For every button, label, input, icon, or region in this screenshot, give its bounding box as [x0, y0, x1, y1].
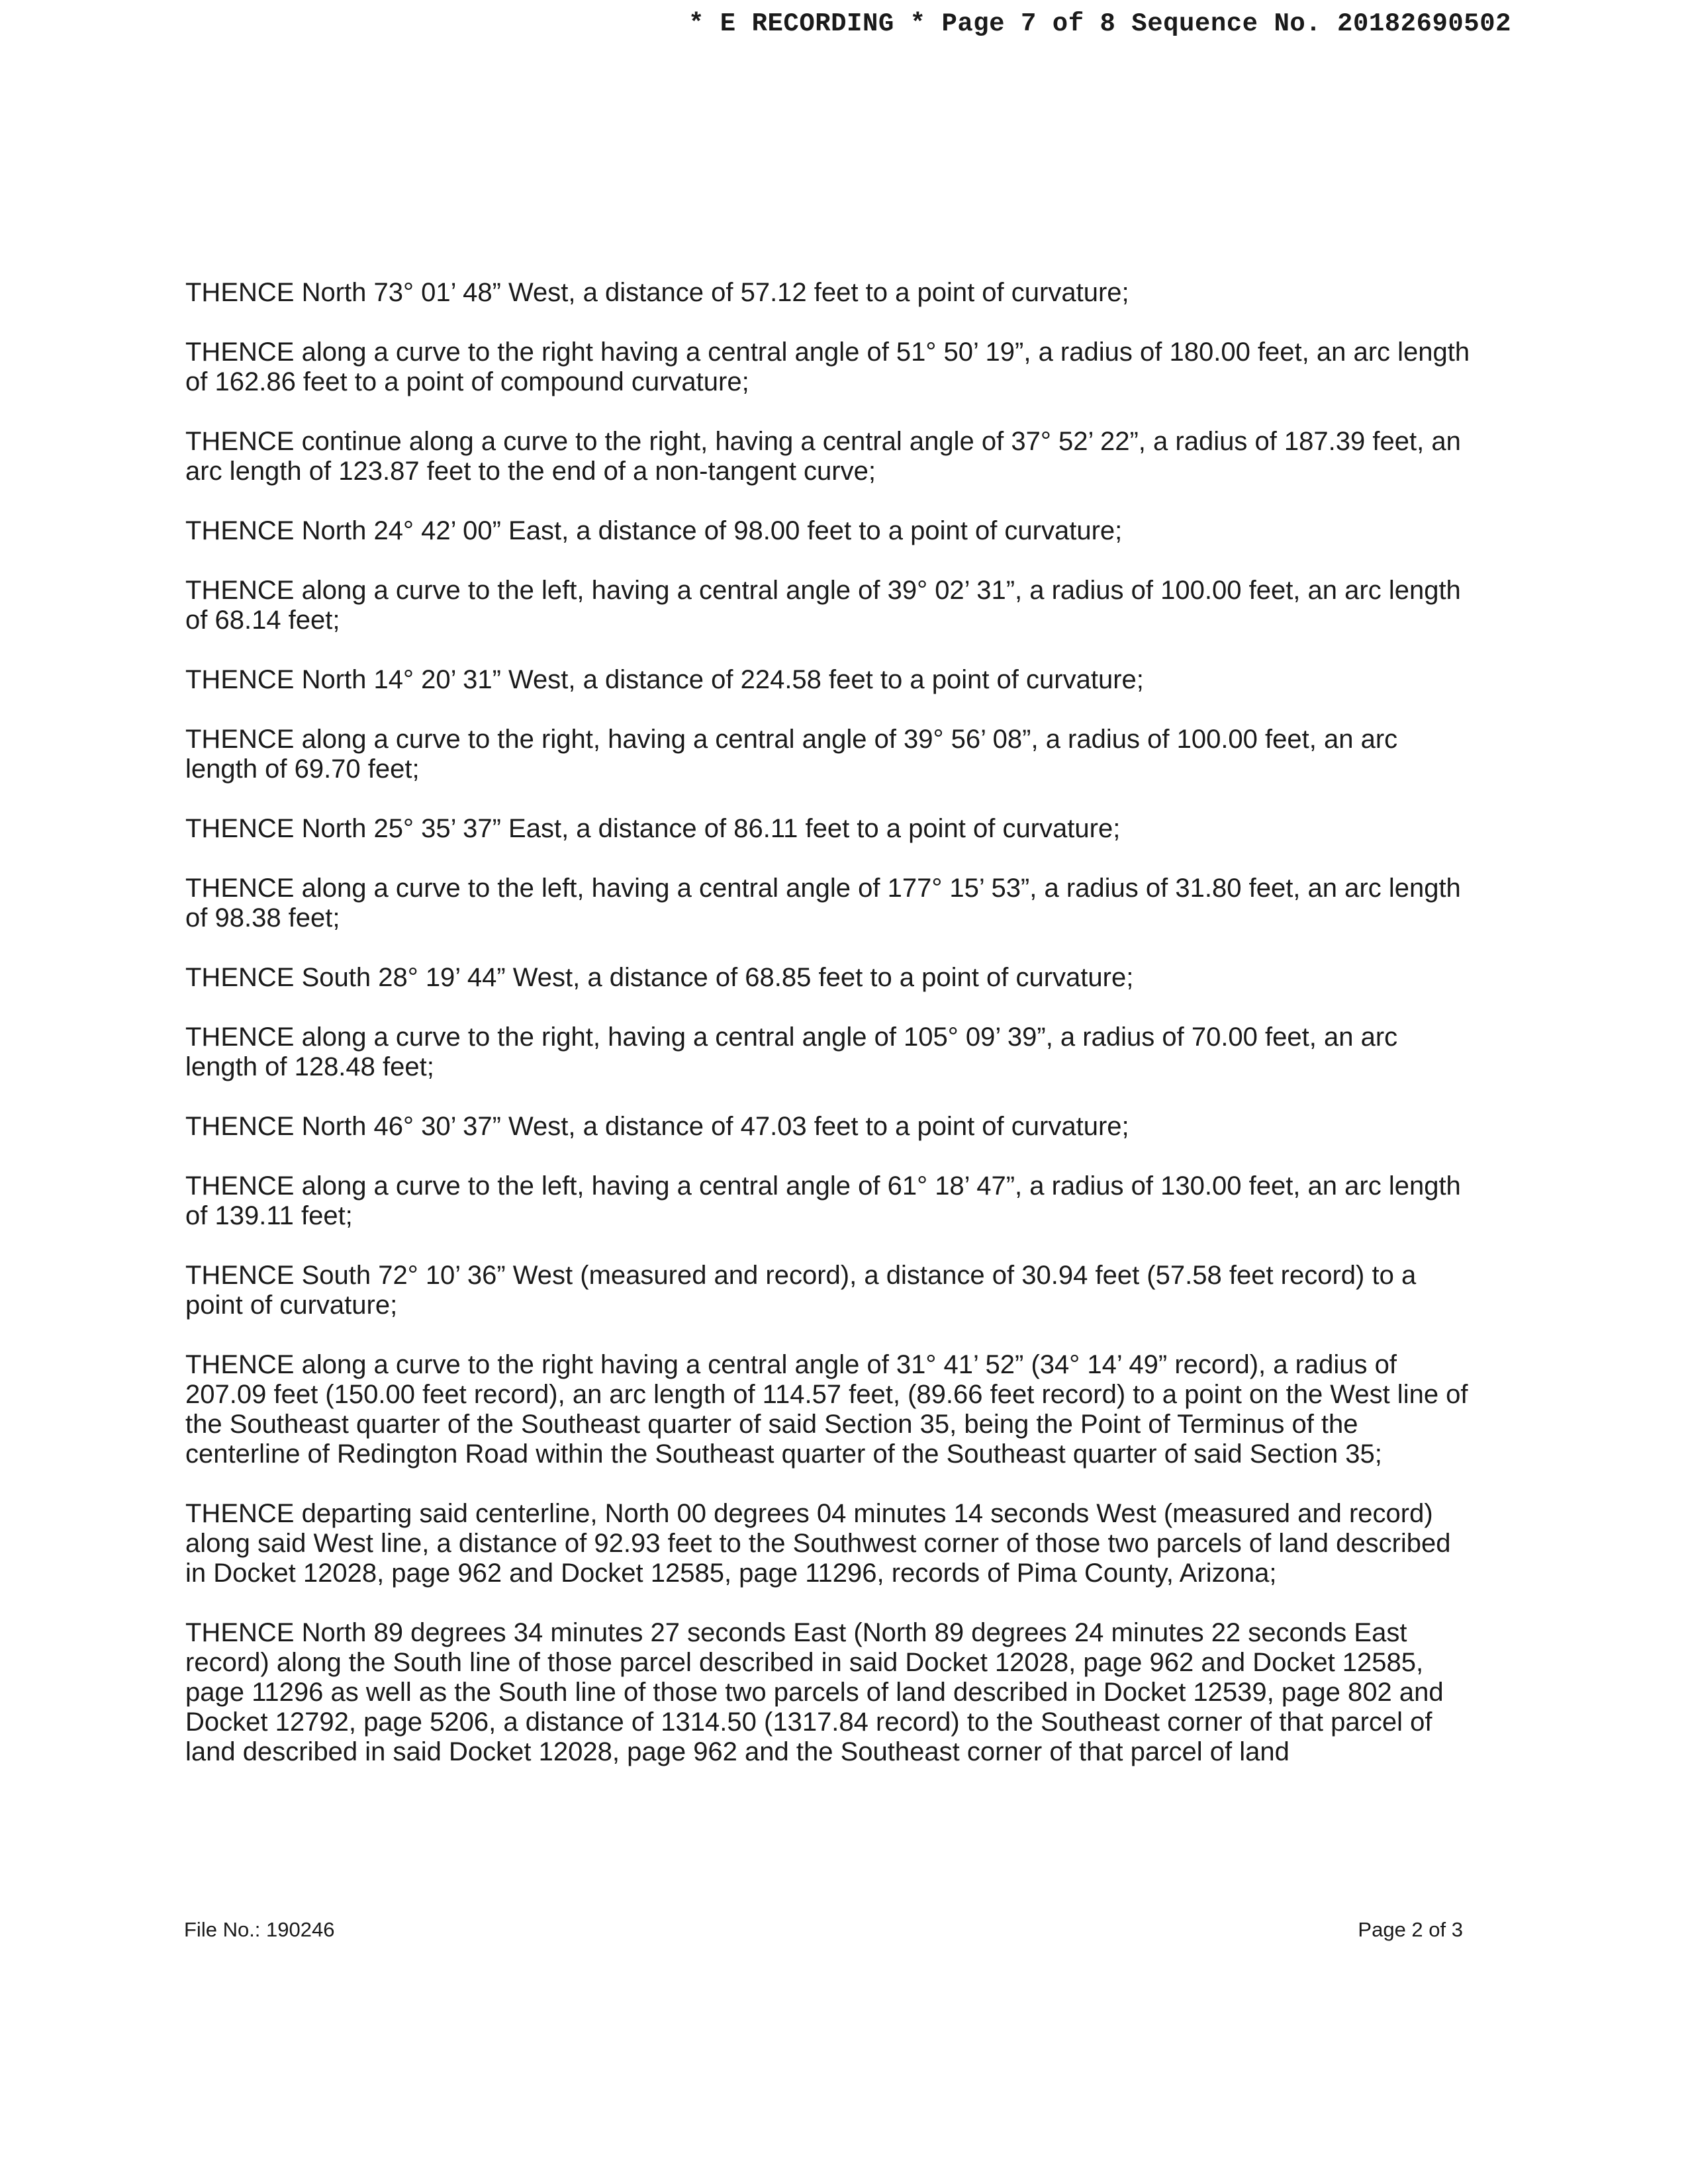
paragraph: THENCE South 72° 10’ 36” West (measured and record), a distance of 30.94 feet (57.58 feet record) to a point of curvature; [185, 1261, 1417, 1320]
paragraph: THENCE along a curve to the left, having a central angle of 177° 15’ 53”, a radius of 31.80 feet, an arc length of 98.38 feet; [185, 874, 1461, 933]
file-number: File No.: 190246 [184, 1918, 335, 1941]
paragraph: THENCE North 25° 35’ 37” East, a distance of 86.11 feet to a point of curvature; [185, 814, 1121, 843]
paragraph: THENCE North 14° 20’ 31” West, a distance of 224.58 feet to a point of curvature; [185, 665, 1144, 694]
paragraph: THENCE along a curve to the right having a central angle of 51° 50’ 19”, a radius of 180.00 feet, an arc length of 162.86 feet to a point of compound curvature; [185, 338, 1470, 396]
paragraph: THENCE along a curve to the right having a central angle of 31° 41’ 52” (34° 14’ 49” record), a radius of 207.09 feet (150.00 feet record), an arc length of 114.57 feet, (89.66 feet record) to a point on the West line of the Southeast quarter of the Southeast quarter of said Section 35, being the Point of Terminus of the centerline of Redington Road within the Southeast quarter of the Southeast quarter of said Section 35; [185, 1350, 1468, 1469]
paragraph: THENCE North 73° 01’ 48” West, a distance of 57.12 feet to a point of curvature; [185, 278, 1129, 307]
paragraph: THENCE North 46° 30’ 37” West, a distance of 47.03 feet to a point of curvature; [185, 1112, 1129, 1141]
recording-header: * E RECORDING * Page 7 of 8 Sequence No. 20182690502 [688, 9, 1511, 38]
paragraph: THENCE along a curve to the left, having a central angle of 61° 18’ 47”, a radius of 130.00 feet, an arc length of 139.11 feet; [185, 1171, 1461, 1230]
legal-description-body [185, 278, 1476, 1797]
paragraph: THENCE continue along a curve to the right, having a central angle of 37° 52’ 22”, a radius of 187.39 feet, an arc length of 123.87 feet to the end of a non-tangent curve; [185, 427, 1461, 486]
paragraph: THENCE departing said centerline, North 00 degrees 04 minutes 14 seconds West (measured and record) along said West line, a distance of 92.93 feet to the Southwest corner of those two parcels of land described in Docket 12028, page 962 and Docket 12585, page 11296, records of Pima County, Arizona; [185, 1499, 1451, 1588]
paragraph: THENCE North 24° 42’ 00” East, a distance of 98.00 feet to a point of curvature; [185, 516, 1123, 545]
page-number: Page 2 of 3 [1358, 1918, 1463, 1941]
paragraph: THENCE along a curve to the right, having a central angle of 39° 56’ 08”, a radius of 100.00 feet, an arc length of 69.70 feet; [185, 725, 1398, 784]
paragraph: THENCE South 28° 19’ 44” West, a distance of 68.85 feet to a point of curvature; [185, 963, 1134, 992]
paragraph: THENCE along a curve to the left, having a central angle of 39° 02’ 31”, a radius of 100.00 feet, an arc length of 68.14 feet; [185, 576, 1461, 635]
paragraph: THENCE along a curve to the right, having a central angle of 105° 09’ 39”, a radius of 70.00 feet, an arc length of 128.48 feet; [185, 1023, 1398, 1081]
paragraph: THENCE North 89 degrees 34 minutes 27 seconds East (North 89 degrees 24 minutes 22 seconds East record) along the South line of those parcel described in said Docket 12028, page 962 and Docket 12585, page 11296 as well as the South line of those two parcels of land described in Docket 12539, page 802 and Docket 12792, page 5206, a distance of 1314.50 (1317.84 record) to the Southeast corner of that parcel of land described in said Docket 12028, page 962 and the Southeast corner of that parcel of land [185, 1618, 1444, 1766]
